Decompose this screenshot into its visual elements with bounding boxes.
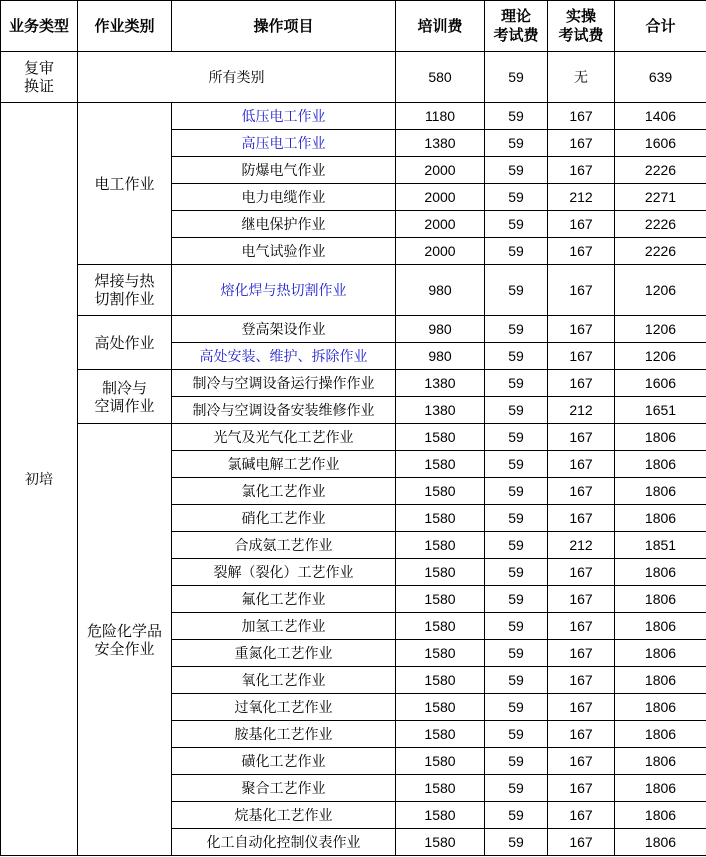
practical-fee: 167 [548, 238, 615, 265]
item-name: 继电保护作业 [172, 211, 396, 238]
total-fee: 1806 [615, 802, 706, 829]
table-row [1, 370, 706, 397]
category-cell [78, 103, 172, 265]
item-name: 化工自动化控制仪表作业 [172, 829, 396, 856]
item-name: 胺基化工艺作业 [172, 721, 396, 748]
header-theory-fee [485, 1, 548, 52]
total-fee: 2226 [615, 211, 706, 238]
total-fee: 1206 [615, 316, 706, 343]
item-name: 登高架设作业 [172, 316, 396, 343]
training-fee: 980 [396, 343, 485, 370]
practical-fee: 167 [548, 721, 615, 748]
practical-fee: 167 [548, 586, 615, 613]
theory-fee: 59 [485, 157, 548, 184]
practical-fee: 167 [548, 802, 615, 829]
total-fee: 1851 [615, 532, 706, 559]
total-fee: 1806 [615, 559, 706, 586]
table-row [1, 103, 706, 130]
total-fee: 1806 [615, 721, 706, 748]
theory-fee: 59 [485, 478, 548, 505]
theory-fee: 59 [485, 265, 548, 316]
total-fee: 1806 [615, 586, 706, 613]
header-category: 作业类别 [78, 1, 172, 52]
training-fee: 1580 [396, 721, 485, 748]
review-theory-fee: 59 [485, 52, 548, 103]
header-practical-fee-line1: 实操 [565, 7, 596, 25]
training-fee: 1580 [396, 559, 485, 586]
practical-fee: 167 [548, 211, 615, 238]
category-label: 制冷与 [101, 378, 147, 397]
practical-fee: 167 [548, 613, 615, 640]
item-name: 光气及光气化工艺作业 [172, 424, 396, 451]
total-fee: 1206 [615, 265, 706, 316]
theory-fee: 59 [485, 103, 548, 130]
total-fee: 2226 [615, 238, 706, 265]
training-fee: 1380 [396, 370, 485, 397]
training-fee: 1580 [396, 424, 485, 451]
practical-fee: 212 [548, 532, 615, 559]
practical-fee: 167 [548, 694, 615, 721]
item-name: 制冷与空调设备运行操作作业 [172, 370, 396, 397]
total-fee: 1806 [615, 613, 706, 640]
table-row [1, 316, 706, 343]
category-label: 电工作业 [94, 174, 155, 193]
item-name: 聚合工艺作业 [172, 775, 396, 802]
total-fee: 1806 [615, 748, 706, 775]
training-fee: 1580 [396, 478, 485, 505]
training-fee: 1580 [396, 748, 485, 775]
item-name: 重氮化工艺作业 [172, 640, 396, 667]
total-fee: 2226 [615, 157, 706, 184]
header-practical-fee-line2: 考试费 [558, 26, 604, 44]
theory-fee: 59 [485, 424, 548, 451]
category-label: 切割作业 [94, 290, 155, 308]
review-item: 所有类别 [78, 52, 396, 103]
total-fee: 2271 [615, 184, 706, 211]
theory-fee: 59 [485, 238, 548, 265]
practical-fee: 167 [548, 451, 615, 478]
item-name: 氯化工艺作业 [172, 478, 396, 505]
category-cell [78, 316, 172, 370]
theory-fee: 59 [485, 532, 548, 559]
total-fee: 1806 [615, 451, 706, 478]
header-item: 操作项目 [172, 1, 396, 52]
practical-fee: 167 [548, 316, 615, 343]
training-fee: 2000 [396, 238, 485, 265]
theory-fee: 59 [485, 130, 548, 157]
practical-fee: 212 [548, 184, 615, 211]
practical-fee: 167 [548, 829, 615, 856]
review-type-line2: 换证 [23, 77, 54, 95]
header-total: 合计 [615, 1, 706, 52]
theory-fee: 59 [485, 397, 548, 424]
theory-fee: 59 [485, 694, 548, 721]
theory-fee: 59 [485, 775, 548, 802]
practical-fee: 167 [548, 265, 615, 316]
theory-fee: 59 [485, 829, 548, 856]
theory-fee: 59 [485, 316, 548, 343]
table-row [1, 424, 706, 451]
total-fee: 1406 [615, 103, 706, 130]
category-cell [78, 370, 172, 424]
review-total: 639 [615, 52, 706, 103]
item-name: 磺化工艺作业 [172, 748, 396, 775]
total-fee: 1806 [615, 694, 706, 721]
item-name: 制冷与空调设备安装维修作业 [172, 397, 396, 424]
item-name: 电力电缆作业 [172, 184, 396, 211]
training-fee: 1580 [396, 667, 485, 694]
training-fee: 2000 [396, 211, 485, 238]
review-type [1, 52, 78, 103]
theory-fee: 59 [485, 211, 548, 238]
practical-fee: 167 [548, 667, 615, 694]
practical-fee: 167 [548, 424, 615, 451]
item-name: 氧化工艺作业 [172, 667, 396, 694]
item-name: 硝化工艺作业 [172, 505, 396, 532]
total-fee: 1806 [615, 829, 706, 856]
training-fee: 1580 [396, 451, 485, 478]
category-cell [78, 265, 172, 316]
practical-fee: 167 [548, 559, 615, 586]
category-label: 焊接与热 [94, 272, 155, 290]
header-business-type: 业务类型 [1, 1, 78, 52]
training-fee: 1580 [396, 802, 485, 829]
review-practical-fee: 无 [548, 52, 615, 103]
theory-fee: 59 [485, 451, 548, 478]
practical-fee: 212 [548, 397, 615, 424]
category-label: 危险化学品 [86, 621, 162, 640]
practical-fee: 167 [548, 748, 615, 775]
item-name: 烷基化工艺作业 [172, 802, 396, 829]
item-name: 低压电工作业 [172, 103, 396, 130]
total-fee: 1806 [615, 667, 706, 694]
category-label: 安全作业 [94, 639, 155, 658]
theory-fee: 59 [485, 721, 548, 748]
training-fee: 1580 [396, 829, 485, 856]
total-fee: 1806 [615, 775, 706, 802]
total-fee: 1806 [615, 505, 706, 532]
item-name: 氯碱电解工艺作业 [172, 451, 396, 478]
theory-fee: 59 [485, 667, 548, 694]
initial-type: 初培 [1, 103, 78, 856]
total-fee: 1206 [615, 343, 706, 370]
practical-fee: 167 [548, 505, 615, 532]
theory-fee: 59 [485, 505, 548, 532]
practical-fee: 167 [548, 640, 615, 667]
theory-fee: 59 [485, 613, 548, 640]
item-name: 电气试验作业 [172, 238, 396, 265]
header-theory-fee-line2: 考试费 [493, 26, 539, 44]
header-row [1, 1, 706, 52]
practical-fee: 167 [548, 370, 615, 397]
training-fee: 1580 [396, 613, 485, 640]
category-label: 高处作业 [94, 333, 155, 352]
item-name: 防爆电气作业 [172, 157, 396, 184]
training-fee: 1180 [396, 103, 485, 130]
category-cell [78, 424, 172, 856]
total-fee: 1651 [615, 397, 706, 424]
training-fee: 1580 [396, 694, 485, 721]
theory-fee: 59 [485, 559, 548, 586]
item-name: 过氧化工艺作业 [172, 694, 396, 721]
theory-fee: 59 [485, 748, 548, 775]
item-name: 高处安装、维护、拆除作业 [172, 343, 396, 370]
theory-fee: 59 [485, 184, 548, 211]
item-name: 熔化焊与热切割作业 [172, 265, 396, 316]
training-fee: 980 [396, 265, 485, 316]
review-type-line1: 复审 [23, 59, 54, 77]
item-name: 合成氨工艺作业 [172, 532, 396, 559]
practical-fee: 167 [548, 103, 615, 130]
training-fee: 1580 [396, 586, 485, 613]
training-fee: 1580 [396, 775, 485, 802]
total-fee: 1806 [615, 424, 706, 451]
practical-fee: 167 [548, 343, 615, 370]
training-fee: 1580 [396, 532, 485, 559]
training-fee: 980 [396, 316, 485, 343]
practical-fee: 167 [548, 157, 615, 184]
training-fee: 1380 [396, 397, 485, 424]
total-fee: 1806 [615, 478, 706, 505]
practical-fee: 167 [548, 130, 615, 157]
training-fee: 1580 [396, 505, 485, 532]
item-name: 裂解（裂化）工艺作业 [172, 559, 396, 586]
item-name: 加氢工艺作业 [172, 613, 396, 640]
theory-fee: 59 [485, 640, 548, 667]
header-theory-fee-line1: 理论 [500, 7, 531, 25]
theory-fee: 59 [485, 802, 548, 829]
table-row [1, 265, 706, 316]
training-fee: 2000 [396, 184, 485, 211]
item-name: 高压电工作业 [172, 130, 396, 157]
total-fee: 1806 [615, 640, 706, 667]
theory-fee: 59 [485, 343, 548, 370]
review-row [1, 52, 706, 103]
training-fee: 1380 [396, 130, 485, 157]
total-fee: 1606 [615, 370, 706, 397]
theory-fee: 59 [485, 370, 548, 397]
review-training-fee: 580 [396, 52, 485, 103]
category-label: 空调作业 [94, 396, 155, 415]
training-fee: 2000 [396, 157, 485, 184]
table-body [1, 52, 706, 856]
training-fee: 1580 [396, 640, 485, 667]
theory-fee: 59 [485, 586, 548, 613]
header-practical-fee [548, 1, 615, 52]
header-training-fee: 培训费 [396, 1, 485, 52]
practical-fee: 167 [548, 478, 615, 505]
item-name: 氟化工艺作业 [172, 586, 396, 613]
total-fee: 1606 [615, 130, 706, 157]
practical-fee: 167 [548, 775, 615, 802]
